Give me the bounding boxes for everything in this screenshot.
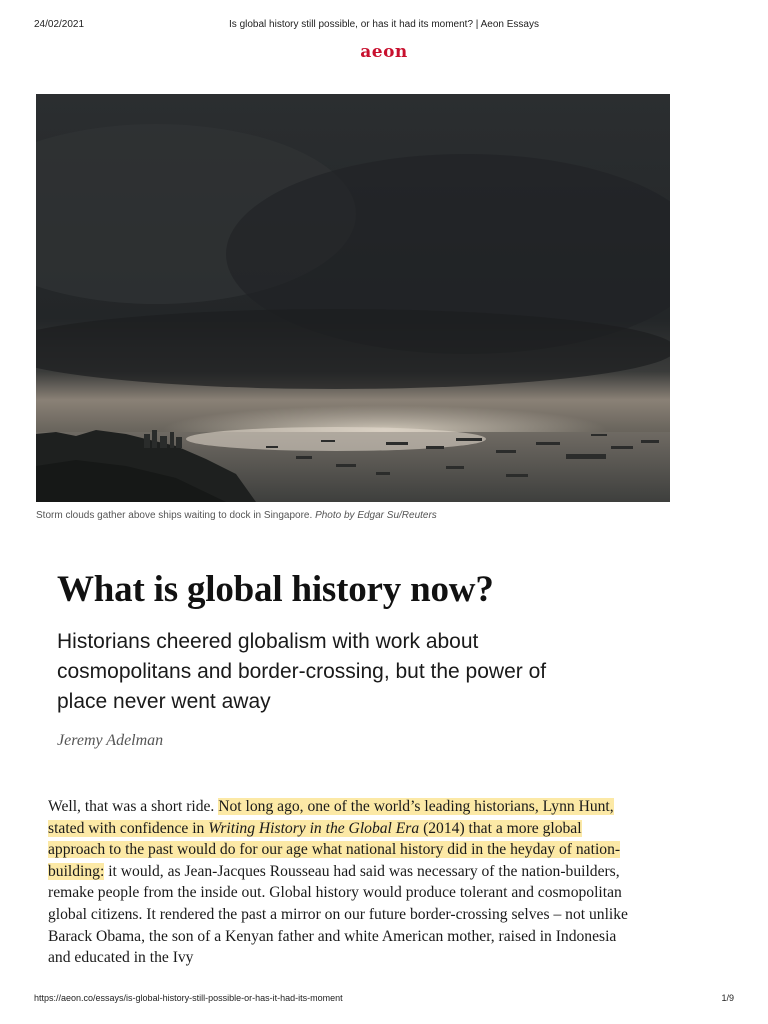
- print-page-number: 1/9: [721, 993, 734, 1003]
- article-body: [48, 796, 628, 969]
- article-standfirst: Historians cheered globalism with work about cosmopolitans and border-crossing, but the power of place never went away: [57, 630, 547, 713]
- highlight-part-1: Not long ago, one of the world’s leading historians, Lynn Hunt, stated with confidence in: [48, 798, 614, 837]
- highlight-part-2: (2014) that a more global approach to the past would do for our age what national history did in the heyday of nation-building:: [48, 819, 621, 880]
- article-headline: What is global history now?: [57, 569, 494, 610]
- storm-clouds-photo: [36, 94, 670, 502]
- photo-caption: [36, 510, 437, 521]
- print-url: https://aeon.co/essays/is-global-history-still-possible-or-has-it-had-its-moment: [34, 993, 343, 1003]
- body-paragraph: [48, 796, 628, 969]
- body-rest: it would, as Jean-Jacques Rousseau had said was necessary of the nation-builders, remake people from the inside out. Global history would produce tolerant and cosmopolitan global citizens. It rendered the past a mirror on our future border-crossing selves – not unlike Barack Obama, the son of a Kenyan father and white American mother, raised in Indonesia and educated in the Ivy: [48, 862, 628, 967]
- caption-text: Storm clouds gather above ships waiting to dock in Singapore.: [36, 510, 313, 521]
- body-lead: Well, that was a short ride.: [48, 798, 219, 815]
- print-page-title: Is global history still possible, or has it had its moment? | Aeon Essays: [229, 19, 539, 30]
- hero-photo: [36, 94, 670, 502]
- print-date: 24/02/2021: [34, 19, 85, 30]
- photo-credit: Photo by Edgar Su/Reuters: [315, 510, 437, 521]
- author-byline[interactable]: Jeremy Adelman: [57, 732, 164, 749]
- aeon-logo[interactable]: aeon: [360, 42, 408, 62]
- book-title: Writing History in the Global Era: [208, 819, 420, 837]
